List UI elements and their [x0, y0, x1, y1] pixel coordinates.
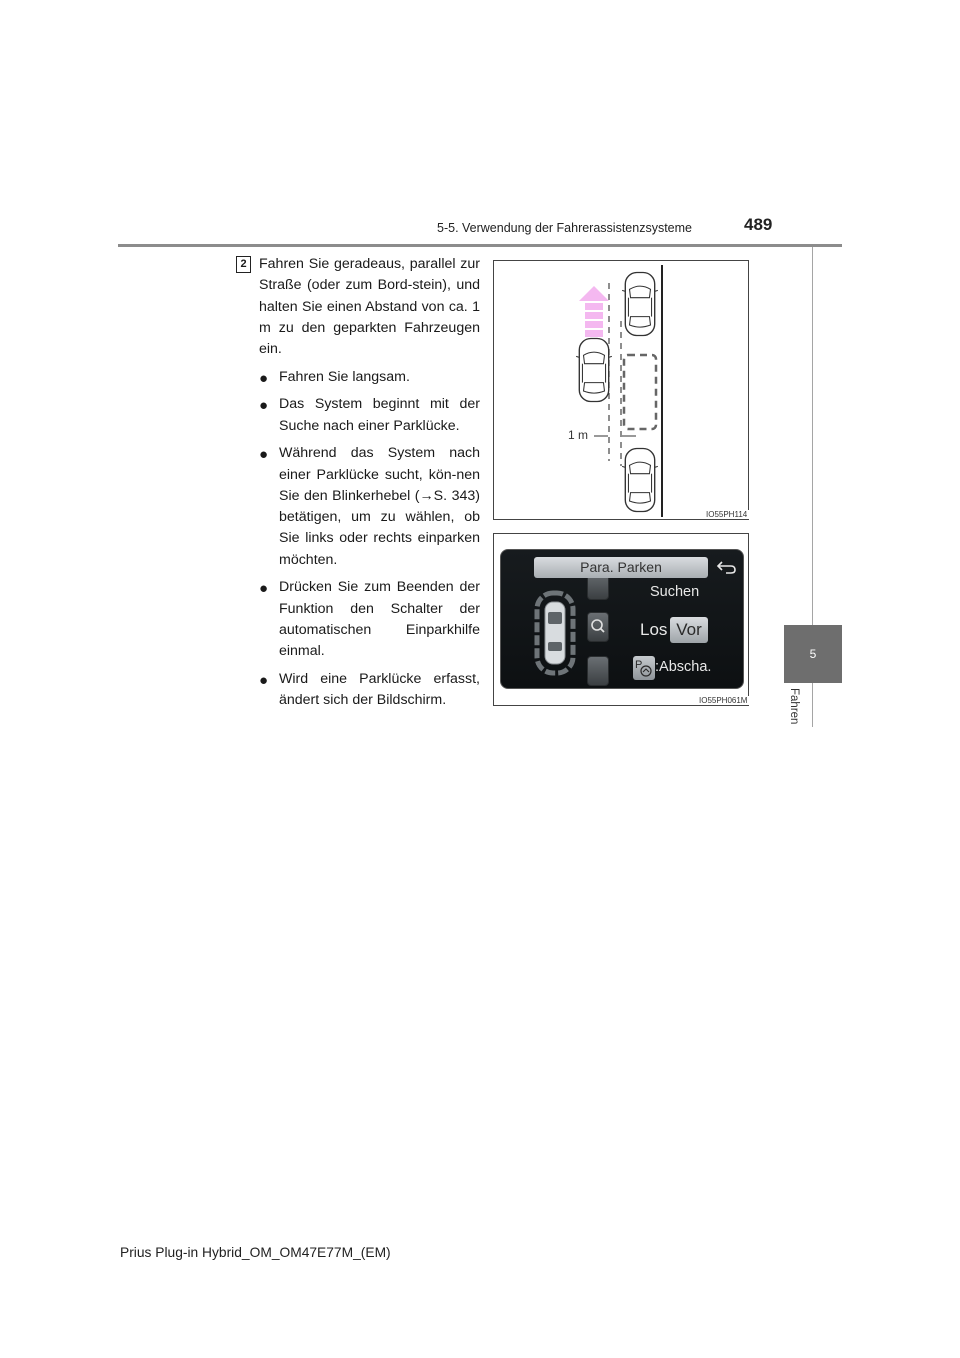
list-item: ● Während das System nach einer Parklücke sucht, kön-nen Sie den Blinkerhebel (→S. 343) betätigen, um zu wählen, ob Sie links oder rechts einparken möchten. — [259, 445, 480, 568]
bullet-list — [259, 367, 480, 712]
search-button[interactable] — [587, 612, 609, 642]
los-label: Los — [640, 620, 668, 639]
search-status-text: Suchen — [650, 584, 700, 600]
chapter-label: Fahren — [788, 688, 800, 725]
parking-illustration — [493, 260, 749, 520]
parked-car-icon — [622, 449, 658, 512]
step-intro: Fahren Sie geradeaus, parallel zur Straße (oder zum Bord-stein), und halten Sie einen Abstand von ca. 1 m zu den geparkten Fahrzeugen ein. — [259, 256, 480, 358]
chapter-tab — [784, 625, 842, 683]
back-arrow-icon[interactable] — [716, 557, 738, 577]
direction-arrow-segment — [585, 303, 603, 310]
parking-diagram — [494, 261, 750, 521]
list-item: ● Wird eine Parklücke erfasst, ändert sich der Bildschirm. — [259, 670, 480, 709]
page-number: 489 — [744, 215, 773, 234]
search-icon — [588, 613, 608, 641]
footer-manual-id: Prius Plug-in Hybrid_OM_OM47E77M_(EM) — [120, 1245, 391, 1260]
running-header-section: 5-5. Verwendung der Fahrerassistenzsysteme — [437, 221, 692, 235]
chapter-number: 5 — [809, 647, 817, 661]
bullet-icon: ● — [259, 671, 269, 689]
screen-title-bar: Para. Parken — [534, 557, 708, 578]
list-item: ● Drücken Sie zum Beenden der Funktion den Schalter der automatischen Einparkhilfe einmal. — [259, 579, 480, 660]
direction-arrow-segment — [585, 312, 603, 319]
direction-arrow-segment — [585, 321, 603, 328]
bullet-icon: ● — [259, 580, 269, 598]
step-text — [259, 254, 480, 711]
figure-code: IO55PH114 — [706, 510, 748, 519]
bullet-icon: ● — [259, 369, 269, 387]
figure-code: IO55PH061M — [699, 696, 748, 705]
step-number-badge: 2 — [236, 256, 251, 273]
distance-label: 1 m — [568, 428, 589, 442]
cancel-label: :Abscha. — [655, 659, 712, 675]
chapter-label-container — [780, 688, 808, 748]
header-rule — [118, 244, 842, 247]
screen-side-button[interactable] — [587, 656, 609, 686]
parked-car-icon — [622, 273, 658, 336]
direction-arrow-icon — [579, 286, 609, 337]
svg-text:P: P — [635, 659, 643, 671]
vor-button[interactable]: Vor — [670, 617, 708, 643]
bullet-icon: ● — [259, 446, 269, 464]
list-item: ● Das System beginnt mit der Suche nach einer Parklücke. — [259, 396, 480, 434]
direction-arrow-head — [579, 286, 609, 301]
bullet-icon: ● — [259, 397, 269, 415]
list-item: ● Fahren Sie langsam. — [259, 367, 480, 388]
direction-arrow-segment — [585, 330, 603, 337]
parking-assist-icon — [633, 656, 655, 680]
moving-car-icon — [576, 339, 612, 402]
